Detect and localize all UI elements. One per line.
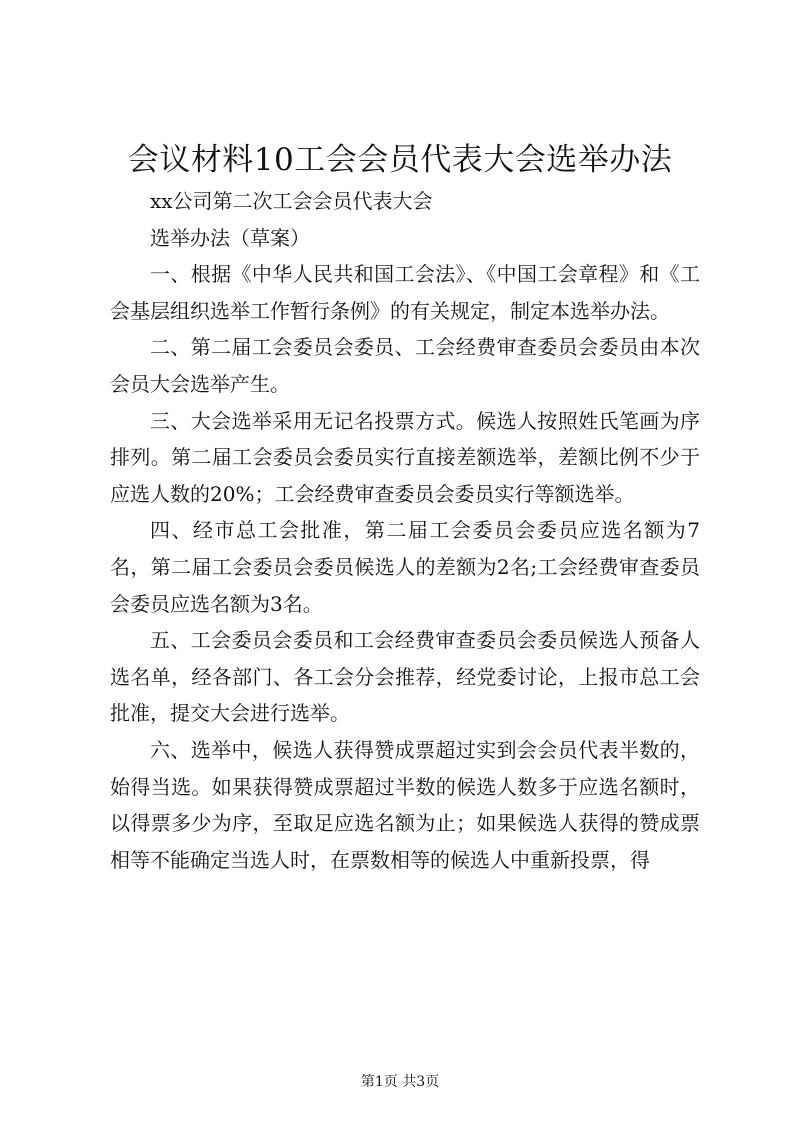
document-body — [110, 183, 700, 878]
paragraph-article-5: 五、工会委员会委员和工会经费审查委员会委员候选人预备人选名单，经各部门、各工会分会推荐，经党委讨论，上报市总工会批准，提交大会进行选举。 — [110, 628, 700, 726]
paragraph-article-1: 一、根据《中华人民共和国工会法》、《中国工会章程》和《工会基层组织选举工作暂行条例》的有关规定，制定本选举办法。 — [110, 262, 700, 323]
page-footer: 第1页 共3页 — [360, 1074, 440, 1090]
document-title: 会议材料10工会会员代表大会选举办法 — [127, 142, 673, 178]
paragraph-method-heading: 选举办法（草案） — [150, 225, 310, 250]
paragraph-company-heading: xx公司第二次工会会员代表大会 — [150, 189, 433, 213]
paragraph-article-3: 三、大会选举采用无记名投票方式。候选人按照姓氏笔画为序排列。第二届工会委员会委员实行直接差额选举，差额比例不少于应选人数的20%；工会经费审查委员会委员实行等额选举。 — [110, 408, 700, 506]
paragraph-article-4: 四、经市总工会批准，第二届工会委员会委员应选名额为7名，第二届工会委员会委员候选人的差额为2名;工会经费审查委员会委员应选名额为3名。 — [110, 518, 700, 616]
paragraph-article-2: 二、第二届工会委员会委员、工会经费审查委员会委员由本次会员大会选举产生。 — [110, 335, 700, 396]
paragraph-article-6: 六、选举中，候选人获得赞成票超过实到会会员代表半数的，始得当选。如果获得赞成票超过半数的候选人数多于应选名额时，以得票多少为序，至取足应选名额为止；如果候选人获得的赞成票相等不能确定当选人时，在票数相等的候选人中重新投票，得 — [110, 737, 700, 872]
